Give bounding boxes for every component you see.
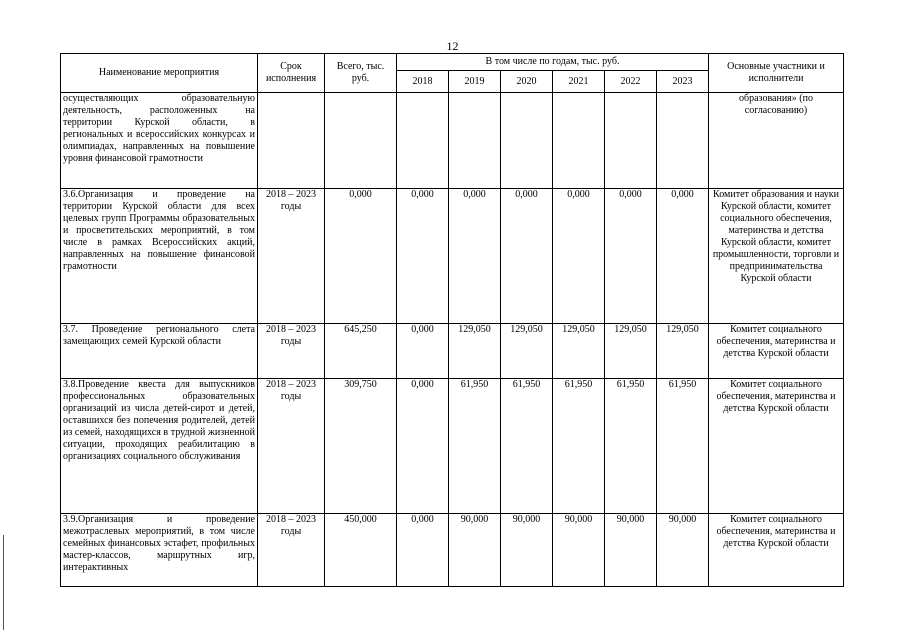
event-year-value: 61,950 <box>553 379 605 514</box>
header-total: Всего, тыс. руб. <box>325 54 397 93</box>
event-name: осуществляющих образовательную деятельность, расположенных на территории Курской области, в региональных и всероссийских конкурсах и олимпиадах, направленных на повышение уровня финансовой грамотности <box>61 93 258 189</box>
event-name: 3.7. Проведение регионального слета замещающих семей Курской области <box>61 324 258 379</box>
event-year-value: 0,000 <box>397 379 449 514</box>
event-term <box>258 93 325 189</box>
event-year-value: 90,000 <box>605 514 657 587</box>
header-year: 2018 <box>397 71 449 93</box>
page-number: 12 <box>446 39 459 53</box>
event-year-value: 90,000 <box>553 514 605 587</box>
event-year-value: 129,050 <box>553 324 605 379</box>
event-year-value <box>501 93 553 189</box>
event-total: 0,000 <box>325 189 397 324</box>
event-year-value <box>605 93 657 189</box>
table-row <box>61 514 844 587</box>
event-term: 2018 – 2023 годы <box>258 514 325 587</box>
event-participants: Комитет образования и науки Курской области, комитет социального обеспечения, материнства и детства Курской области, комитет промышленности, торговли и предпринимательства Курской области <box>709 189 844 324</box>
event-year-value: 0,000 <box>657 189 709 324</box>
event-year-value: 90,000 <box>657 514 709 587</box>
event-year-value: 61,950 <box>605 379 657 514</box>
event-name: 3.6.Организация и проведение на территории Курской области для всех целевых групп Программы образовательных и просветительских мероприятий, в том числе в рамках Всероссийских акций, направленных на повышение финансовой грамотности <box>61 189 258 324</box>
event-participants: образования» (по согласованию) <box>709 93 844 189</box>
table-row <box>61 189 844 324</box>
header-years-group: В том числе по годам, тыс. руб. <box>397 54 709 71</box>
table-row <box>61 324 844 379</box>
event-year-value: 129,050 <box>501 324 553 379</box>
table-row <box>61 93 844 189</box>
header-year: 2019 <box>449 71 501 93</box>
header-participants: Основные участники и исполнители <box>709 54 844 93</box>
event-term: 2018 – 2023 годы <box>258 324 325 379</box>
event-year-value: 90,000 <box>501 514 553 587</box>
event-year-value: 129,050 <box>449 324 501 379</box>
header-name: Наименование мероприятия <box>61 54 258 93</box>
event-year-value: 61,950 <box>501 379 553 514</box>
event-term: 2018 – 2023 годы <box>258 379 325 514</box>
event-participants: Комитет социального обеспечения, материнства и детства Курской области <box>709 324 844 379</box>
event-year-value: 0,000 <box>605 189 657 324</box>
event-participants: Комитет социального обеспечения, материнства и детства Курской области <box>709 379 844 514</box>
header-year: 2020 <box>501 71 553 93</box>
header-year: 2023 <box>657 71 709 93</box>
event-year-value: 61,950 <box>657 379 709 514</box>
event-year-value: 0,000 <box>553 189 605 324</box>
event-year-value: 129,050 <box>657 324 709 379</box>
header-year: 2021 <box>553 71 605 93</box>
event-total <box>325 93 397 189</box>
event-total: 450,000 <box>325 514 397 587</box>
event-year-value <box>553 93 605 189</box>
event-name: 3.8.Проведение квеста для выпускников профессиональных образовательных организаций из числа детей-сирот и детей, оставшихся без попечения родителей, детей из семей, находящихся в трудной жизненной ситуации, проходящих реабилитацию в организациях социального обслуживания <box>61 379 258 514</box>
event-year-value: 0,000 <box>501 189 553 324</box>
event-year-value: 0,000 <box>397 324 449 379</box>
event-total: 309,750 <box>325 379 397 514</box>
event-total: 645,250 <box>325 324 397 379</box>
event-year-value: 129,050 <box>605 324 657 379</box>
event-year-value <box>449 93 501 189</box>
table-row <box>61 379 844 514</box>
header-year: 2022 <box>605 71 657 93</box>
event-term: 2018 – 2023 годы <box>258 189 325 324</box>
event-year-value: 0,000 <box>397 514 449 587</box>
event-year-value <box>657 93 709 189</box>
event-year-value: 61,950 <box>449 379 501 514</box>
event-year-value: 0,000 <box>449 189 501 324</box>
event-year-value: 0,000 <box>397 189 449 324</box>
program-table <box>60 53 844 587</box>
header-term: Срок исполнения <box>258 54 325 93</box>
event-participants: Комитет социального обеспечения, материнства и детства Курской области <box>709 514 844 587</box>
event-year-value <box>397 93 449 189</box>
event-year-value: 90,000 <box>449 514 501 587</box>
scan-edge-line <box>3 535 4 630</box>
event-name: 3.9.Организация и проведение межотраслевых мероприятий, в том числе семейных финансовых эстафет, профильных мастер-классов, маршрутных игр, интерактивных <box>61 514 258 587</box>
